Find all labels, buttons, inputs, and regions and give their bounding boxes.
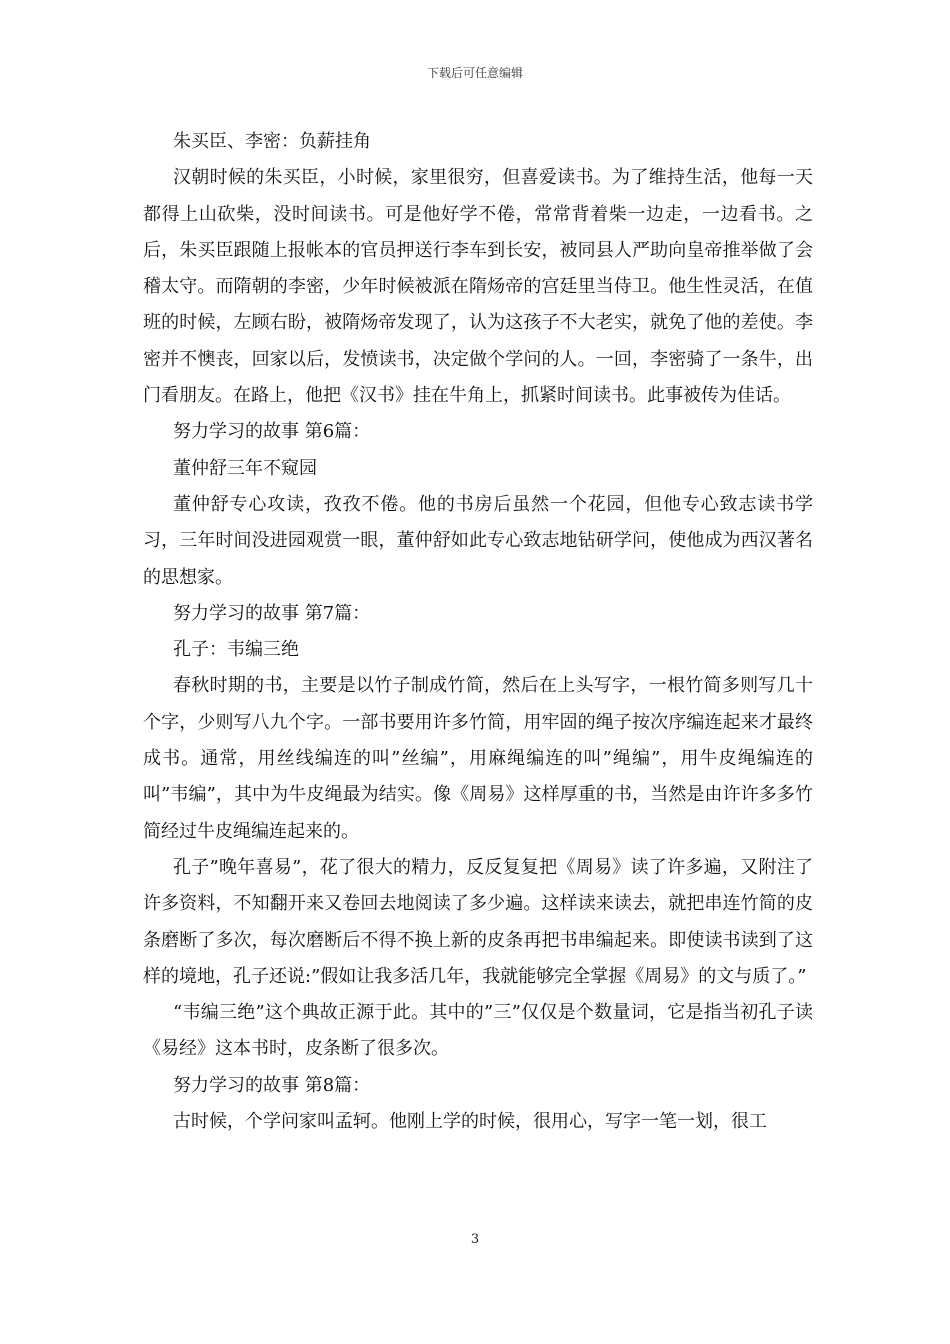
paragraph: “韦编三绝”这个典故正源于此。其中的”三”仅仅是个数量词，它是指当初孔子读《易经》这本书时，皮条断了很多次。: [143, 1002, 813, 1060]
paragraph: 董仲舒专心攻读，孜孜不倦。他的书房后虽然一个花园，但他专心致志读书学习，三年时间没进园观赏一眼，董仲舒如此专心致志地钻研学问，使他成为西汉著名的思想家。: [143, 493, 813, 588]
section-heading: 努力学习的故事 第6篇：: [173, 421, 371, 443]
paragraph: 孔子”晚年喜易”，花了很大的精力，反反复复把《周易》读了许多遍，又附注了许多资料，不知翻开来又卷回去地阅读了多少遍。这样读来读去，就把串连竹简的皮条磨断了多次，每次磨断后不得不换上新的皮条再把书串编起来。即使读书读到了这样的境地，孔子还说:”假如让我多活几年，我就能够完全掌握《周易》的文与质了。”: [143, 856, 813, 987]
paragraph: 古时候，个学问家叫孟轲。他刚上学的时候，很用心，写字一笔一划，很工: [173, 1111, 767, 1133]
page-number: 3: [470, 1232, 480, 1247]
section-heading: 努力学习的故事 第7篇：: [173, 602, 371, 624]
document-body: [143, 124, 813, 1140]
section-title: 朱买臣、李密：负薪挂角: [173, 131, 371, 152]
page-header: 下载后可任意编辑: [426, 66, 523, 80]
section-heading: 努力学习的故事 第8篇：: [173, 1074, 371, 1096]
section-title: 孔子：韦编三绝: [173, 639, 299, 661]
paragraph: 汉朝时候的朱买臣，小时候，家里很穷，但喜爱读书。为了维持生活，他每一天都得上山砍柴，没时间读书。可是他好学不倦，常常背着柴一边走，一边看书。之后，朱买臣跟随上报帐本的官员押送行李车到长安，被同县人严助向皇帝推举做了会稽太守。而隋朝的李密，少年时候被派在隋炀帝的宫廷里当侍卫。他生性灵活，在值班的时候，左顾右盼，被隋炀帝发现了，认为这孩子不大老实，就免了他的差使。李密并不懊丧，回家以后，发愤读书，决定做个学问的人。一回，李密骑了一条牛，出门看朋友。在路上，他把《汉书》挂在牛角上，抓紧时间读书。此事被传为佳话。: [143, 167, 813, 407]
paragraph: 春秋时期的书，主要是以竹子制成竹简，然后在上头写字，一根竹简多则写几十个字，少则写八九个字。一部书要用许多竹简，用牢固的绳子按次序编连起来才最终成书。通常，用丝线编连的叫”丝编”，用麻绳编连的叫”绳编”，用牛皮绳编连的叫”韦编”，其中为牛皮绳最为结实。像《周易》这样厚重的书，当然是由许许多多竹简经过牛皮绳编连起来的。: [143, 675, 813, 842]
section-title: 董仲舒三年不窥园: [173, 457, 317, 479]
